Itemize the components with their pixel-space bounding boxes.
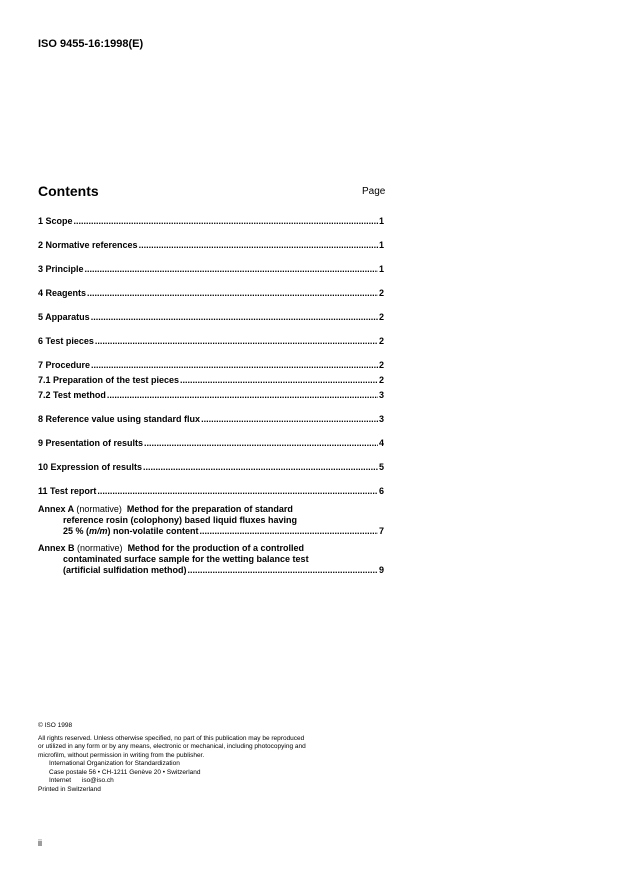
- toc-entry-page: 1: [378, 240, 384, 250]
- document-id: ISO 9455-16:1998(E): [38, 38, 144, 50]
- toc-entry-page: 3: [378, 390, 384, 400]
- toc-leader: [95, 336, 378, 347]
- toc-leader: [91, 360, 378, 371]
- toc-leader: [188, 565, 378, 576]
- toc-entry[interactable]: [38, 240, 384, 251]
- toc-leader: [107, 390, 378, 401]
- toc-entry-page: 2: [378, 375, 384, 385]
- toc-leader: [201, 414, 378, 425]
- toc-entry[interactable]: [38, 390, 384, 401]
- toc-entry-label: 7 Procedure: [38, 360, 91, 370]
- toc-leader: [180, 375, 378, 386]
- toc-entry[interactable]: [38, 462, 384, 473]
- toc-leader: [74, 216, 378, 227]
- toc-entry-page: 2: [378, 360, 384, 370]
- toc-leader: [139, 240, 378, 251]
- toc-entry-page: 1: [378, 216, 384, 226]
- toc-leader: [143, 462, 378, 473]
- copyright-line: © ISO 1998: [38, 722, 73, 729]
- page-column-label: Page: [362, 186, 386, 197]
- contents-title: Contents: [38, 183, 99, 199]
- organization-address: Case postale 56 • CH-1211 Genève 20 • Switzerland: [49, 768, 201, 776]
- annex-b-prefix: Annex B: [38, 543, 75, 553]
- rights-text-3: microfilm, without permission in writing from the publisher.: [38, 751, 205, 759]
- toc-entry-page: 2: [378, 312, 384, 322]
- toc-entry-label: 4 Reagents: [38, 288, 87, 298]
- annex-a-line3: 25 % (m/m) non-volatile content: [63, 526, 199, 536]
- toc-entry-label: 5 Apparatus: [38, 312, 90, 322]
- toc-entry-page: 3: [378, 414, 384, 424]
- toc-entry-label: 7.2 Test method: [38, 390, 106, 400]
- toc-entry-label: 7.1 Preparation of the test pieces: [38, 375, 180, 385]
- toc-entry[interactable]: [38, 312, 384, 323]
- toc-entry-page: 5: [378, 462, 384, 472]
- page-number: ii: [38, 838, 42, 848]
- annex-b-line3: (artificial sulfidation method): [63, 565, 187, 575]
- toc-leader: [144, 438, 378, 449]
- toc-entry-page: 2: [378, 288, 384, 298]
- annex-a-line1: Method for the preparation of standard: [126, 504, 293, 514]
- toc-annex-a[interactable]: [38, 504, 384, 537]
- table-of-contents: [38, 216, 384, 576]
- toc-entry-page: 6: [378, 486, 384, 496]
- annex-b-kind: (normative): [77, 543, 123, 553]
- toc-leader: [97, 486, 378, 497]
- annex-a-page: 7: [378, 526, 384, 536]
- copyright-footer: [38, 722, 388, 794]
- toc-annex-b[interactable]: [38, 543, 384, 576]
- annex-b-line1: Method for the production of a controlled: [127, 543, 305, 553]
- toc-entry-label: 1 Scope: [38, 216, 73, 226]
- toc-entry-page: 2: [378, 336, 384, 346]
- toc-entry[interactable]: [38, 360, 384, 371]
- toc-entry[interactable]: [38, 264, 384, 275]
- annex-a-prefix: Annex A: [38, 504, 74, 514]
- toc-leader: [91, 312, 378, 323]
- toc-entry-label: 3 Principle: [38, 264, 84, 274]
- toc-entry[interactable]: [38, 414, 384, 425]
- toc-entry-page: 1: [378, 264, 384, 274]
- toc-entry[interactable]: [38, 375, 384, 386]
- toc-entry-label: 2 Normative references: [38, 240, 138, 250]
- toc-entry-page: 4: [378, 438, 384, 448]
- annex-b-line2: contaminated surface sample for the wetting balance test: [63, 554, 309, 564]
- toc-entry-label: 11 Test report: [38, 486, 97, 496]
- toc-leader: [87, 288, 378, 299]
- toc-entry-label: 6 Test pieces: [38, 336, 94, 346]
- toc-entry-label: 8 Reference value using standard flux: [38, 414, 201, 424]
- annex-a-line2: reference rosin (colophony) based liquid fluxes having: [63, 515, 298, 525]
- printed-in: Printed in Switzerland: [38, 785, 101, 793]
- toc-leader: [200, 526, 378, 537]
- toc-entry[interactable]: [38, 336, 384, 347]
- annex-a-kind: (normative): [76, 504, 122, 514]
- toc-leader: [85, 264, 378, 275]
- toc-entry-label: 10 Expression of results: [38, 462, 143, 472]
- toc-entry[interactable]: [38, 438, 384, 449]
- annex-b-page: 9: [378, 565, 384, 575]
- organization-internet: Internet iso@iso.ch: [49, 777, 114, 784]
- toc-entry[interactable]: [38, 288, 384, 299]
- rights-text-2: or utilized in any form or by any means, electronic or mechanical, including photocopying and: [38, 743, 306, 750]
- toc-entry[interactable]: [38, 216, 384, 227]
- toc-entry[interactable]: [38, 486, 384, 497]
- organization-name: International Organization for Standardization: [49, 760, 180, 767]
- toc-entry-label: 9 Presentation of results: [38, 438, 144, 448]
- rights-text-1: All rights reserved. Unless otherwise specified, no part of this publication may be reproduced: [38, 734, 305, 742]
